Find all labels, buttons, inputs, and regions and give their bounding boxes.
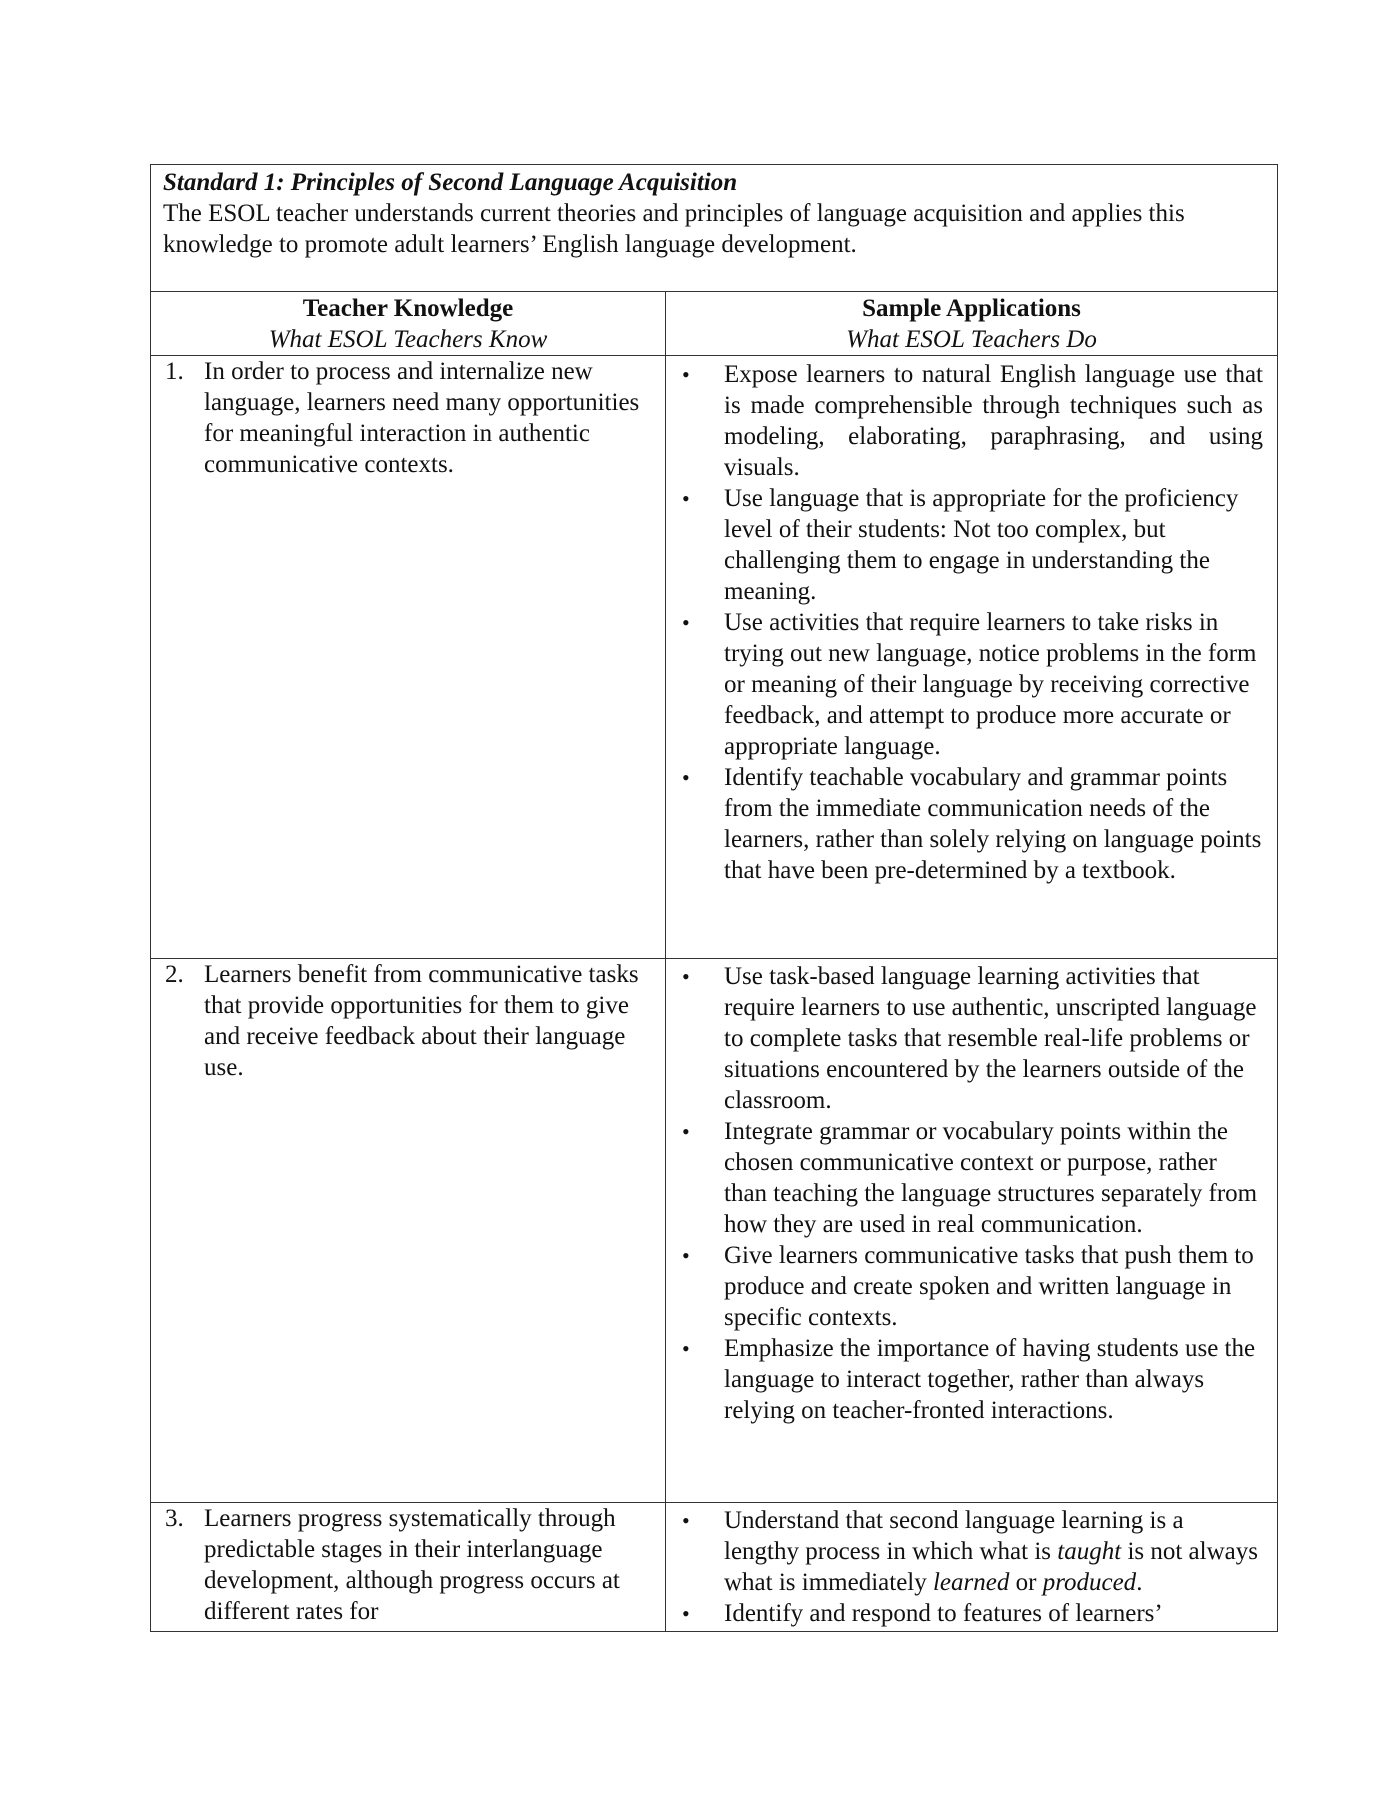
- table-row: [151, 356, 1277, 959]
- item-number: 1.: [165, 358, 184, 385]
- bullet-icon: •: [682, 1508, 690, 1533]
- bullet-icon: •: [682, 1336, 690, 1361]
- list-item: [682, 1598, 1263, 1629]
- column-subtitle: What ESOL Teachers Do: [846, 326, 1097, 353]
- knowledge-cell: [151, 1503, 665, 1631]
- column-title: Sample Applications: [862, 295, 1081, 322]
- standard-title: Standard 1: Principles of Second Language Acquisition: [163, 169, 738, 196]
- bullet-icon: •: [682, 765, 690, 790]
- emphasis-taught: taught: [1057, 1538, 1122, 1565]
- table-row: [151, 1503, 1277, 1631]
- list-item: [682, 607, 1263, 762]
- emphasis-produced: produced: [1042, 1569, 1137, 1596]
- table-row: [151, 959, 1277, 1503]
- bullet-icon: •: [682, 362, 690, 387]
- emphasis-learned: learned: [932, 1569, 1010, 1596]
- applications-cell: [665, 1503, 1277, 1631]
- application-text: Integrate grammar or vocabulary points within the chosen communicative context or purpose, rather than teaching the language structures separately from how they are used in real communication.: [724, 1118, 1258, 1238]
- application-text: Identify teachable vocabulary and grammar points from the immediate communication needs of the learners, rather than solely relying on language points that have been pre-determined by a textbook.: [724, 764, 1262, 884]
- application-text: Identify and respond to features of learners’: [724, 1600, 1163, 1627]
- list-item: [682, 359, 1263, 483]
- application-text: Expose learners to natural English language use that is made comprehensible through techniques such as modeling, elaborating, paraphrasing, and using visuals.: [724, 361, 1263, 481]
- knowledge-cell: [151, 959, 665, 1502]
- bullet-icon: •: [682, 1119, 690, 1144]
- application-text: Emphasize the importance of having students use the language to interact together, rather than always relying on teacher-fronted interactions.: [724, 1335, 1256, 1424]
- applications-cell: [665, 959, 1277, 1502]
- standard-header-cell: [151, 165, 1277, 292]
- column-header-teacher-knowledge: [151, 292, 665, 356]
- application-text: Use activities that require learners to take risks in trying out new language, notice problems in the form or meaning of their language by receiving corrective feedback, and attempt to produce more accurate or appropriate language.: [724, 609, 1257, 760]
- knowledge-item: [165, 356, 653, 480]
- text-run: or: [1009, 1569, 1043, 1596]
- bullet-icon: •: [682, 964, 690, 989]
- application-text: Use language that is appropriate for the proficiency level of their students: Not too complex, but challenging them to engage in understanding the meaning.: [724, 485, 1239, 605]
- standard-description: The ESOL teacher understands current theories and principles of language acquisition and applies this knowledge to promote adult learners’ English language development.: [163, 200, 1185, 258]
- application-text: Use task-based language learning activities that require learners to use authentic, unscripted language to complete tasks that resemble real-life problems or situations encountered by the learners outside of the classroom.: [724, 963, 1257, 1114]
- list-item: [682, 961, 1263, 1116]
- application-text: Give learners communicative tasks that push them to produce and create spoken and written language in specific contexts.: [724, 1242, 1254, 1331]
- item-number: 2.: [165, 961, 184, 988]
- column-subtitle: What ESOL Teachers Know: [268, 326, 548, 353]
- application-text: [724, 1505, 1263, 1598]
- knowledge-text: In order to process and internalize new language, learners need many opportunities for meaningful interaction in authentic communicative contexts.: [204, 358, 640, 478]
- bullet-icon: •: [682, 610, 690, 635]
- text-run: Understand that second language learning is a lengthy process in which what is: [724, 1507, 1184, 1565]
- knowledge-item: [165, 1503, 653, 1627]
- column-header-sample-applications: [665, 292, 1277, 356]
- knowledge-item: [165, 959, 653, 1083]
- bullet-icon: •: [682, 1601, 690, 1626]
- knowledge-cell: [151, 356, 665, 958]
- list-item: [682, 762, 1263, 886]
- applications-cell: [665, 356, 1277, 958]
- knowledge-text: Learners benefit from communicative tasks that provide opportunities for them to give and receive feedback about their language use.: [204, 961, 639, 1081]
- list-item: [682, 483, 1263, 607]
- list-item: [682, 1240, 1263, 1333]
- list-item: [682, 1333, 1263, 1426]
- bullet-icon: •: [682, 1243, 690, 1268]
- text-run: .: [1136, 1569, 1143, 1596]
- item-number: 3.: [165, 1505, 184, 1532]
- text-run: is not always what is immediately: [724, 1538, 1258, 1596]
- bullet-icon: •: [682, 486, 690, 511]
- knowledge-text: Learners progress systematically through predictable stages in their interlanguage development, although progress occurs at different rates for: [204, 1505, 620, 1625]
- list-item: [682, 1116, 1263, 1240]
- standards-table: [150, 164, 1278, 1632]
- column-title: Teacher Knowledge: [302, 295, 514, 322]
- list-item: [682, 1505, 1263, 1598]
